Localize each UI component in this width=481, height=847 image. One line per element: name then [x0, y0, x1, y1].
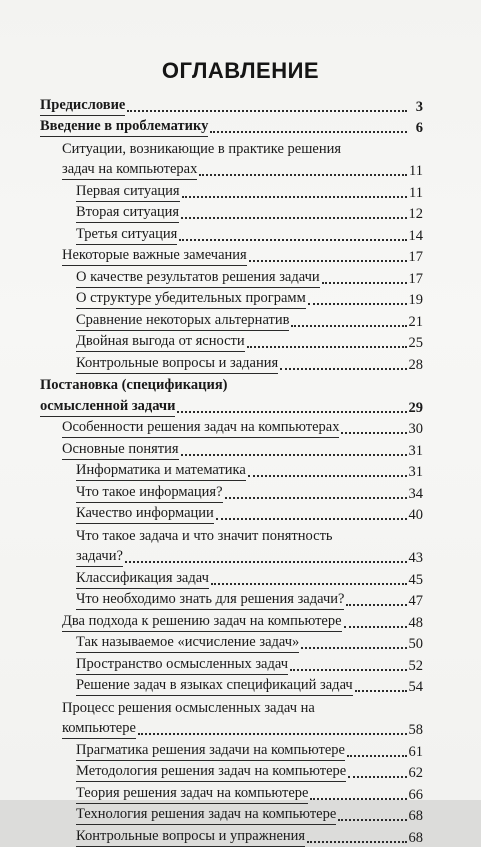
toc-entry-page-number: 62 — [408, 765, 423, 781]
dot-leader — [249, 260, 407, 262]
toc-entry-page-number: 30 — [408, 421, 423, 437]
toc-entry — [40, 352, 423, 374]
toc-entry-page-number: 58 — [408, 722, 423, 738]
toc-entry-title: Сравнение некоторых альтернатив — [76, 312, 289, 331]
toc-entry — [40, 180, 423, 202]
dot-leader — [347, 755, 407, 757]
dot-leader — [138, 733, 407, 735]
toc-entry-title: Что такое задача и что значит понятность — [76, 527, 333, 544]
toc-entry-page-number: 61 — [408, 743, 423, 760]
dot-leader — [308, 303, 407, 305]
toc-entry — [40, 696, 423, 718]
toc-entry-title: Постановка (спецификация) — [40, 377, 228, 393]
toc-entry-page-number: 54 — [408, 679, 423, 695]
dot-leader — [348, 776, 406, 778]
toc-entry-page-number: 19 — [408, 292, 423, 308]
toc-entry-page-number: 6 — [415, 120, 423, 136]
toc-entry — [40, 804, 423, 826]
toc-entry-page-number: 40 — [408, 507, 423, 523]
toc-entry-page-number: 45 — [408, 571, 423, 588]
dot-leader — [199, 174, 407, 176]
toc-entry-page-number: 48 — [408, 614, 423, 631]
toc-entry — [40, 503, 423, 525]
toc-entry-title: О структуре убедительных программ — [76, 290, 306, 309]
toc-entry-page-number: 28 — [408, 356, 423, 373]
toc-entry-title: Методология решения задач на компьютере — [76, 763, 346, 782]
toc-entry-page-number: 31 — [408, 442, 423, 459]
toc-entry-title: компьютере — [62, 720, 136, 739]
toc-entry — [40, 116, 423, 138]
dot-leader — [355, 690, 407, 692]
dot-leader — [248, 475, 407, 477]
toc-entry-title: Классификация задач — [76, 570, 209, 589]
toc-entry — [40, 739, 423, 761]
toc-entry-page-number: 3 — [415, 98, 423, 115]
toc-entry-title: Что необходимо знать для решения задачи? — [76, 591, 344, 610]
dot-leader — [291, 325, 406, 327]
toc-entry-title: Контрольные вопросы и упражнения — [76, 828, 305, 847]
toc-entry-page-number: 21 — [408, 313, 423, 330]
toc-entry — [40, 546, 423, 568]
toc-entry — [40, 309, 423, 331]
dot-leader — [310, 798, 406, 800]
toc-entry-page-number: 50 — [408, 636, 423, 652]
toc-entry-title: Два подхода к решению задач на компьютере — [62, 613, 342, 632]
toc-entry-title: Основные понятия — [62, 441, 179, 460]
toc-entry-page-number: 31 — [408, 464, 423, 480]
toc-entry — [40, 825, 423, 847]
toc-entry — [40, 374, 423, 396]
dot-leader — [280, 368, 406, 370]
toc-entry-title: Технология решения задач на компьютере — [76, 806, 336, 825]
toc-entry — [40, 675, 423, 697]
toc-entry-page-number: 47 — [408, 593, 423, 609]
dot-leader — [322, 282, 407, 284]
toc-entry-title: задачи? — [76, 548, 123, 567]
dot-leader — [247, 346, 407, 348]
dot-leader — [210, 131, 407, 133]
toc-entry — [40, 524, 423, 546]
toc-entry-title: Теория решения задач на компьютере — [76, 785, 308, 804]
toc-entry — [40, 137, 423, 159]
table-of-contents — [40, 94, 423, 847]
toc-entry-page-number: 14 — [408, 227, 423, 244]
toc-entry — [40, 761, 423, 783]
dot-leader — [127, 110, 407, 112]
toc-entry-page-number: 17 — [408, 270, 423, 287]
page-title: ОГЛАВЛЕНИЕ — [161, 58, 320, 83]
toc-entry-page-number: 34 — [408, 485, 423, 502]
dot-leader — [211, 583, 407, 585]
dot-leader — [301, 647, 406, 649]
toc-entry — [40, 417, 423, 439]
toc-entry-title: Решение задач в языках спецификаций задач — [76, 677, 353, 696]
toc-entry — [40, 266, 423, 288]
dot-leader — [125, 561, 407, 563]
dot-leader — [290, 669, 406, 671]
toc-entry-page-number: 52 — [408, 657, 423, 674]
toc-entry-title: Прагматика решения задачи на компьютере — [76, 742, 345, 761]
dot-leader — [225, 497, 407, 499]
toc-entry-page-number: 25 — [408, 335, 423, 351]
toc-entry — [40, 159, 423, 181]
toc-entry-title: Пространство осмысленных задач — [76, 656, 288, 675]
toc-entry-title: Процесс решения осмысленных задач на — [62, 699, 315, 716]
toc-entry-page-number: 29 — [408, 399, 423, 416]
toc-entry — [40, 782, 423, 804]
dot-leader — [216, 518, 407, 520]
toc-entry-page-number: 11 — [409, 163, 423, 179]
toc-entry — [40, 331, 423, 353]
toc-entry-title: осмысленной задачи — [40, 398, 175, 417]
toc-entry-page-number: 12 — [408, 206, 423, 222]
toc-entry-title: Качество информации — [76, 505, 214, 524]
dot-leader — [346, 604, 406, 606]
toc-entry-title: Вторая ситуация — [76, 204, 179, 223]
toc-entry-page-number: 68 — [408, 829, 423, 846]
toc-entry — [40, 202, 423, 224]
toc-entry-title: Контрольные вопросы и задания — [76, 355, 278, 374]
dot-leader — [181, 217, 406, 219]
dot-leader — [181, 454, 407, 456]
toc-entry-title: Третья ситуация — [76, 226, 177, 245]
toc-entry — [40, 589, 423, 611]
dot-leader — [179, 239, 406, 241]
toc-entry — [40, 245, 423, 267]
toc-entry — [40, 567, 423, 589]
toc-entry-title: Двойная выгода от ясности — [76, 333, 245, 352]
toc-entry — [40, 653, 423, 675]
toc-entry-title: О качестве результатов решения задачи — [76, 269, 320, 288]
toc-entry-title: Некоторые важные замечания — [62, 247, 247, 266]
toc-entry — [40, 438, 423, 460]
toc-entry — [40, 94, 423, 116]
toc-entry-title: Введение в проблематику — [40, 118, 208, 137]
toc-entry-page-number: 11 — [409, 184, 423, 201]
toc-entry-title: Информатика и математика — [76, 462, 246, 481]
toc-entry-title: Что такое информация? — [76, 484, 223, 503]
dot-leader — [307, 841, 406, 843]
toc-entry-page-number: 17 — [408, 249, 423, 265]
dot-leader — [338, 819, 406, 821]
toc-entry-title: Предисловие — [40, 97, 125, 116]
dot-leader — [341, 432, 406, 434]
toc-entry-title: задач на компьютерах — [62, 161, 197, 180]
toc-entry-page-number: 68 — [408, 808, 423, 824]
toc-entry-title: Первая ситуация — [76, 183, 180, 202]
toc-entry-title: Ситуации, возникающие в практике решения — [62, 140, 342, 157]
toc-entry — [40, 460, 423, 482]
dot-leader — [182, 196, 407, 198]
toc-entry — [40, 395, 423, 417]
toc-entry — [40, 288, 423, 310]
toc-entry — [40, 718, 423, 740]
toc-entry — [40, 632, 423, 654]
dot-leader — [344, 626, 407, 628]
toc-entry-title: Так называемое «исчисление задач» — [76, 634, 299, 653]
dot-leader — [177, 411, 406, 413]
toc-entry-page-number: 66 — [408, 786, 423, 803]
toc-entry-page-number: 43 — [408, 550, 423, 566]
toc-entry — [40, 610, 423, 632]
toc-entry — [40, 481, 423, 503]
toc-entry-title: Особенности решения задач на компьютерах — [62, 419, 339, 438]
toc-entry — [40, 223, 423, 245]
